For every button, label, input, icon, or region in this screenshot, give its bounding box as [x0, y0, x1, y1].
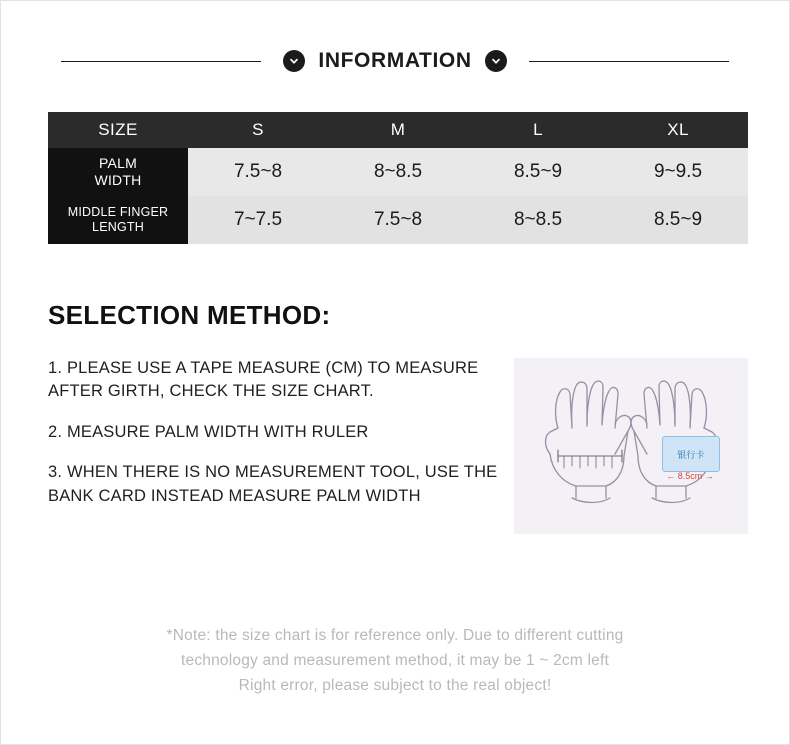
selection-method-steps [48, 357, 523, 508]
cell-middle-finger-m: 7.5~8 [328, 196, 468, 244]
dimension-arrow-left: ← [666, 471, 676, 481]
hand-measurement-illustration [514, 358, 748, 534]
row-label-line1: MIDDLE FINGER [67, 205, 169, 220]
bank-card-graphic [662, 436, 720, 472]
selection-step-1: 1. PLEASE USE A TAPE MEASURE (CM) TO MEASURE AFTER GIRTH, CHECK THE SIZE CHART. [48, 359, 479, 401]
size-chart-container [48, 112, 742, 244]
header-rule-left [61, 61, 261, 62]
row-label-line2: LENGTH [92, 220, 144, 234]
table-row [48, 196, 748, 244]
size-chart-table [48, 112, 748, 244]
cell-palm-width-s: 7.5~8 [188, 148, 328, 196]
bank-card-dimension-label [662, 471, 718, 481]
selection-method-heading: SELECTION METHOD: [48, 300, 331, 330]
note-line-2: technology and measurement method, it may be 1 ~ 2cm left [181, 652, 609, 670]
cell-palm-width-l: 8.5~9 [468, 148, 608, 196]
disclaimer-note [1, 623, 789, 698]
column-header-l: L [468, 112, 608, 148]
row-label-line2: WIDTH [94, 172, 142, 188]
section-header [1, 49, 789, 73]
cell-palm-width-m: 8~8.5 [328, 148, 468, 196]
note-line-1: *Note: the size chart is for reference only. Due to different cutting [166, 627, 624, 644]
dimension-arrow-right: → [704, 471, 714, 481]
column-header-s: S [188, 112, 328, 148]
selection-step-3: 3. WHEN THERE IS NO MEASUREMENT TOOL, USE THE BANK CARD INSTEAD MEASURE PALM WIDTH [48, 463, 498, 505]
cell-palm-width-xl: 9~9.5 [608, 148, 748, 196]
chevron-down-circle-icon-left [283, 50, 305, 72]
cell-middle-finger-xl: 8.5~9 [608, 196, 748, 244]
bank-card-text: 银行卡 [677, 449, 705, 460]
column-header-size: SIZE [48, 112, 188, 148]
table-row [48, 148, 748, 196]
table-header-row [48, 112, 748, 148]
column-header-m: M [328, 112, 468, 148]
note-line-3: Right error, please subject to the real object! [238, 677, 552, 695]
cell-middle-finger-s: 7~7.5 [188, 196, 328, 244]
cell-middle-finger-l: 8~8.5 [468, 196, 608, 244]
row-label-palm-width [48, 148, 188, 196]
chevron-down-circle-icon-right [485, 50, 507, 72]
column-header-xl: XL [608, 112, 748, 148]
header-title-group [261, 49, 528, 73]
selection-step-2: 2. MEASURE PALM WIDTH WITH RULER [48, 422, 369, 441]
page-title: INFORMATION [318, 49, 472, 72]
row-label-middle-finger-length [48, 196, 188, 244]
dimension-value: 8.5cm [677, 471, 703, 481]
header-rule-right [529, 61, 729, 62]
row-label-line1: PALM [99, 155, 137, 172]
